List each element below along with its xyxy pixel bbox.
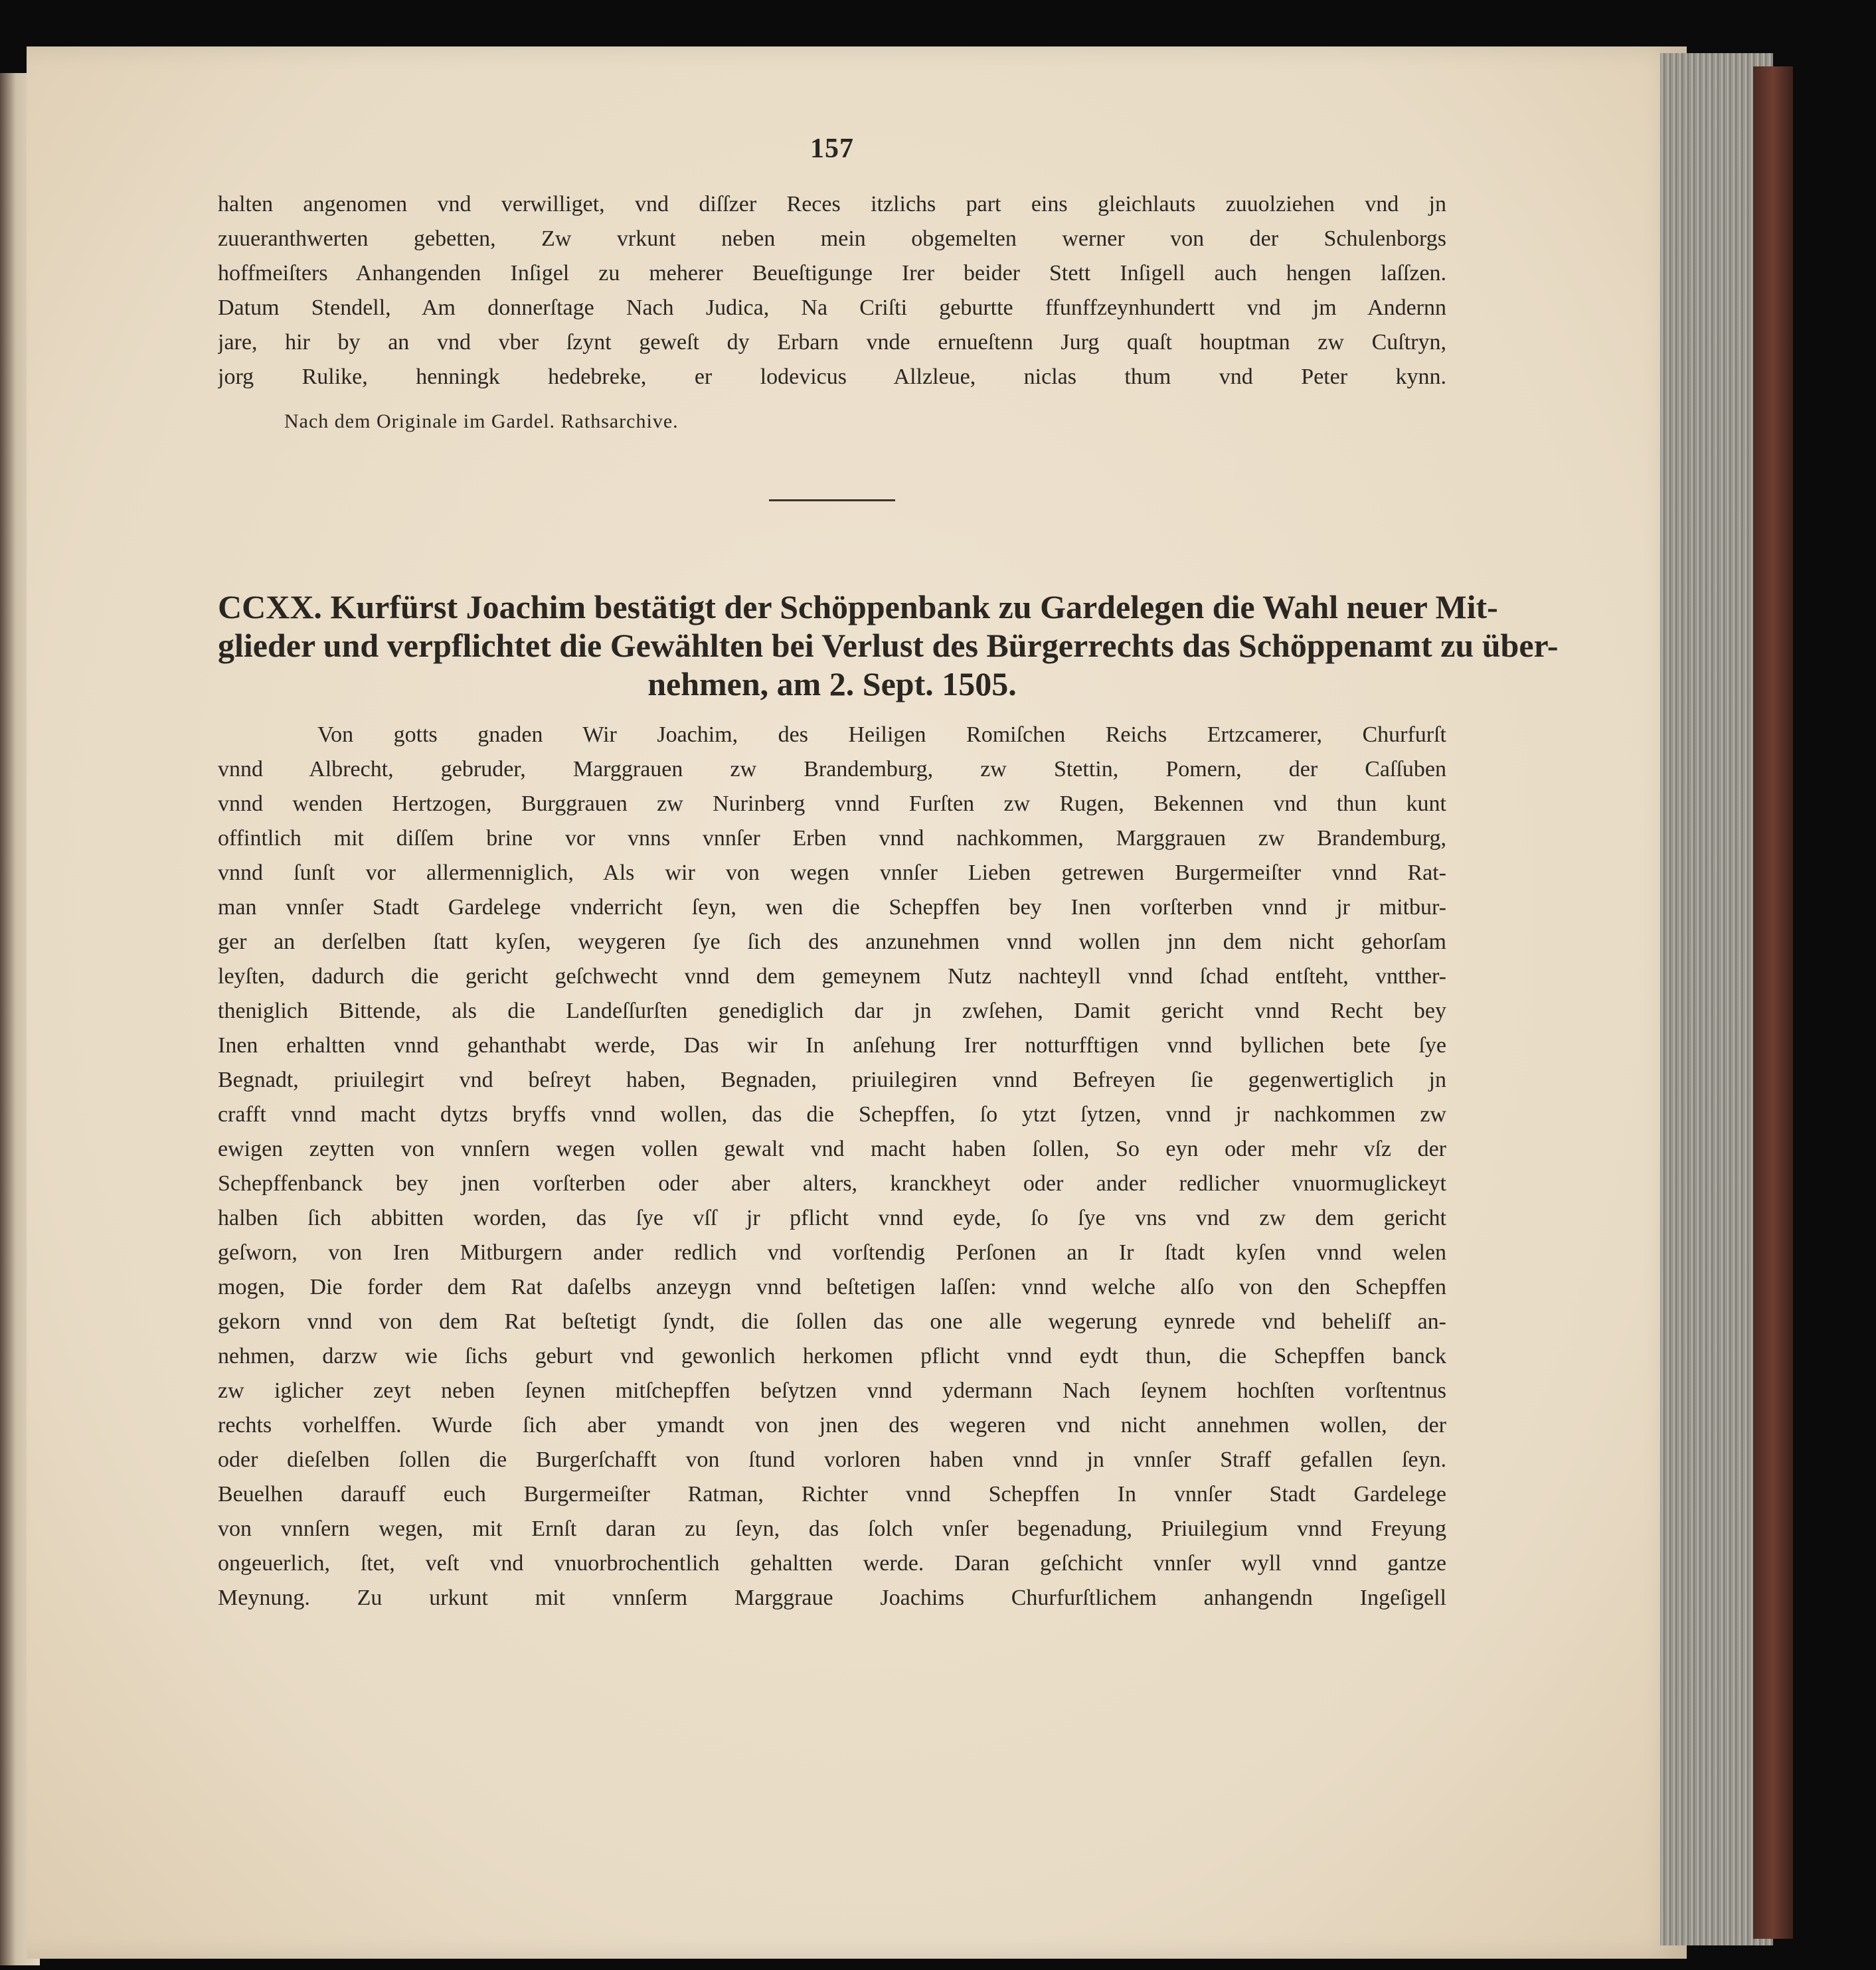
page-number: 157	[810, 133, 854, 164]
body-line: Schepffenbanck bey jnen vorſterben oder aber alters, kranckheyt oder ander redlicher vnuormuglickeyt	[218, 1171, 1446, 1196]
body-line: vnnd wenden Hertzogen, Burggrauen zw Nurinberg vnnd Furſten zw Rugen, Bekennen vnd thun kunt	[218, 791, 1446, 816]
text-line: hoffmeiſters Anhangenden Inſigel zu meherer Beueſtigunge Irer beider Stett Inſigell auch hengen laſſzen.	[218, 261, 1446, 286]
text-line: jare, hir by an vnd vber ſzynt geweſt dy Erbarn vnde ernueſtenn Jurg quaſt houptman zw Cuſtryn,	[218, 330, 1446, 355]
source-note: Nach dem Originale im Gardel. Rathsarchive.	[284, 410, 679, 432]
body-line: man vnnſer Stadt Gardelege vnderricht ſeyn, wen die Schepffen bey Inen vorſterben vnnd jr mitbur-	[218, 895, 1446, 920]
section-divider	[769, 499, 895, 501]
heading-line-2: glieder und verpflichtet die Gewählten bei Verlust des Bürgerrechts das Schöppenamt zu über-	[218, 627, 1559, 664]
text-line: Datum Stendell, Am donnerſtage Nach Judica, Na Criſti geburtte ffunffzeynhundertt vnd jm Andernn	[218, 295, 1446, 320]
body-line: ger an derſelben ſtatt kyſen, weygeren ſye ſich des anzunehmen vnnd wollen jnn dem nicht gehorſam	[218, 930, 1446, 954]
heading-line-3: nehmen, am 2. Sept. 1505.	[647, 665, 1017, 702]
book-cover-edge	[1753, 66, 1793, 1939]
heading-line-1	[218, 588, 1498, 626]
body-line: crafft vnnd macht dytzs bryffs vnnd wollen, das die Schepffen, ſo ytzt ſytzen, vnnd jr nachkommen zw	[218, 1102, 1446, 1127]
text-line: zuueranthwerten gebetten, Zw vrkunt neben mein obgemelten werner von der Schulenborgs	[218, 226, 1446, 251]
body-line: Inen erhaltten vnnd gehanthabt werde, Das wir In anſehung Irer notturfftigen vnnd byllichen bete ſye	[218, 1033, 1446, 1058]
body-line: leyſten, dadurch die gericht geſchwecht vnnd dem gemeynem Nutz nachteyll vnnd ſchad entſteht, vntther-	[218, 964, 1446, 989]
body-line: ongeuerlich, ſtet, veſt vnd vnuorbrochentlich gehaltten werde. Daran geſchicht vnnſer wyll vnnd gantze	[218, 1551, 1446, 1576]
body-line: Meynung. Zu urkunt mit vnnſerm Marggraue Joachims Churfurſtlichem anhangendn Ingeſigell	[218, 1586, 1446, 1610]
body-line: vnnd Albrecht, gebruder, Marggrauen zw Brandemburg, zw Stettin, Pomern, der Caſſuben	[218, 757, 1446, 781]
body-line: Von gotts gnaden Wir Joachim, des Heiligen Romiſchen Reichs Ertzcamerer, Churfurſt	[317, 722, 1446, 747]
body-line: gekorn vnnd von dem Rat beſtetigt ſyndt, die ſollen das one alle wegerung eynrede vnd beheliſf an-	[218, 1309, 1446, 1334]
page-content	[218, 133, 1559, 1615]
body-line: Begnadt, priuilegirt vnd beſreyt haben, Begnaden, priuilegiren vnnd Befreyen ſie gegenwertiglich jn	[218, 1068, 1446, 1092]
body-line: von vnnſern wegen, mit Ernſt daran zu ſeyn, das ſolch vnſer begenadung, Priuilegium vnnd Freyung	[218, 1517, 1446, 1541]
body-line: vnnd ſunſt vor allermenniglich, Als wir von wegen vnnſer Lieben getrewen Burgermeiſter vnnd Rat-	[218, 861, 1446, 885]
top-paragraph	[218, 187, 1446, 394]
document-number: CCXX.	[218, 588, 322, 625]
body-line: theniglich Bittende, als die Landeſſurſten genediglich dar jn zwſehen, Damit gericht vnnd Recht bey	[218, 999, 1446, 1023]
body-line: Beuelhen darauff euch Burgermeiſter Ratman, Richter vnnd Schepffen In vnnſer Stadt Gardelege	[218, 1482, 1446, 1507]
body-line: nehmen, darzw wie ſichs geburt vnd gewonlich herkomen pflicht vnnd eydt thun, die Schepffen banck	[218, 1344, 1446, 1368]
body-line: offintlich mit diſſem brine vor vnns vnnſer Erben vnnd nachkommen, Marggrauen zw Brandemburg,	[218, 826, 1446, 851]
body-line: ewigen zeytten von vnnſern wegen vollen gewalt vnd macht haben ſollen, So eyn oder mehr vſz der	[218, 1137, 1446, 1161]
text-line: halten angenomen vnd verwilliget, vnd diſſzer Reces itzlichs part eins gleichlauts zuuolziehen vnd jn	[218, 192, 1446, 216]
body-line: rechts vorhelffen. Wurde ſich aber ymandt von jnen des wegeren vnd nicht annehmen wollen, der	[218, 1413, 1446, 1437]
document-body	[218, 718, 1446, 1615]
body-line: mogen, Die forder dem Rat daſelbs anzeygn vnnd beſtetigen laſſen: vnnd welche alſo von den Schepffen	[218, 1275, 1446, 1299]
body-line: oder dieſelben ſollen die Burgerſchafft von ſtund vorloren haben vnnd jn vnnſer Straff gefallen ſeyn.	[218, 1447, 1446, 1472]
body-line: geſworn, von Iren Mitburgern ander redlich vnd vorſtendig Perſonen an Ir ſtadt kyſen vnnd welen	[218, 1240, 1446, 1265]
body-line: halben ſich abbitten worden, das ſye vſſ jr pflicht vnnd eyde, ſo ſye vns vnd zw dem gericht	[218, 1206, 1446, 1230]
body-line: zw iglicher zeyt neben ſeynen mitſchepffen beſytzen vnnd ydermann Nach ſeynem hochſten vorſtentnus	[218, 1378, 1446, 1403]
heading-text-1: Kurfürst Joachim bestätigt der Schöppenbank zu Gardelegen die Wahl neuer Mit-	[330, 588, 1498, 625]
document-heading	[218, 588, 1559, 703]
text-line: jorg Rulike, henningk hedebreke, er lodevicus Allzleue, niclas thum vnd Peter kynn.	[218, 365, 1446, 389]
